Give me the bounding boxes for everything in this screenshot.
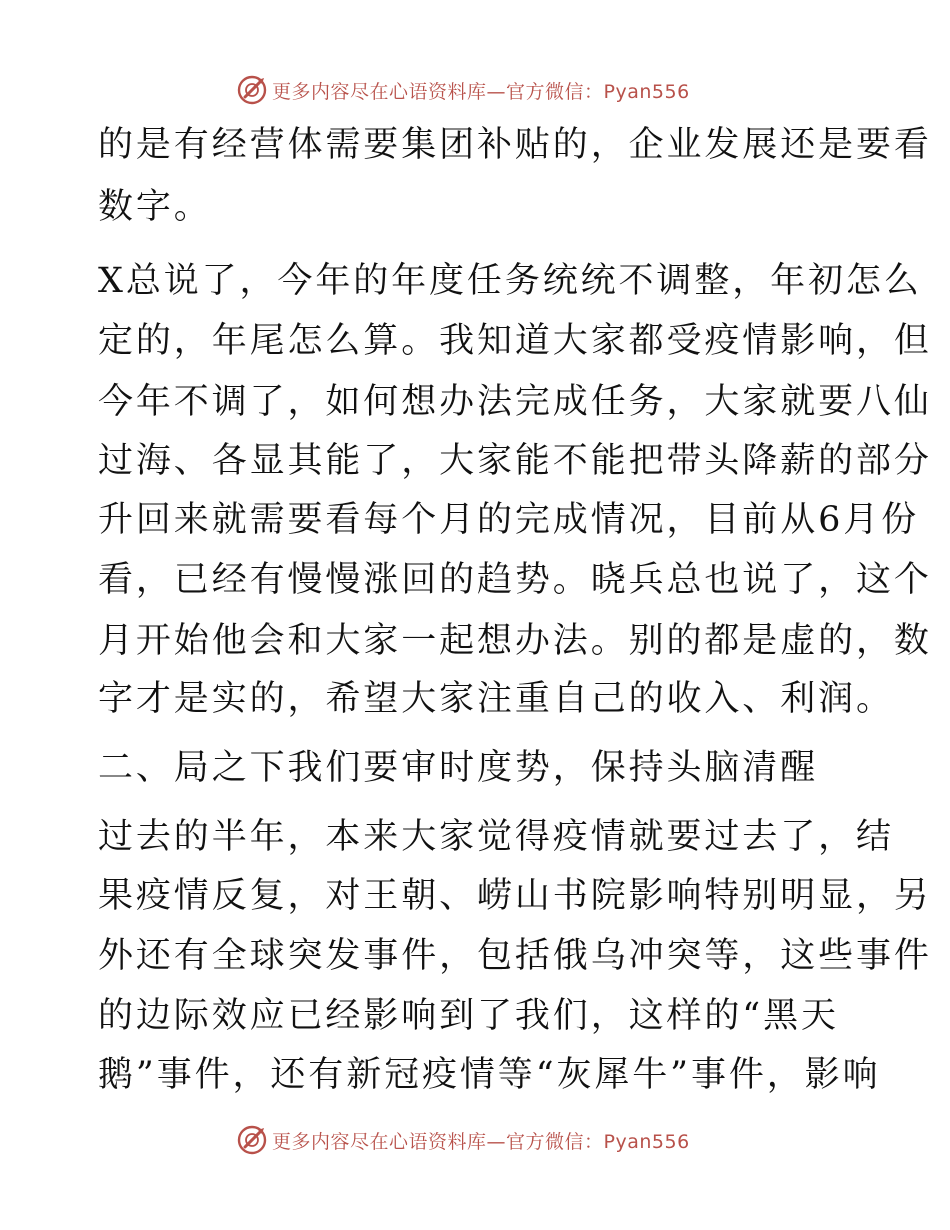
watermark-text: 更多内容尽在心语资料库—官方微信：Pyan556 <box>272 80 690 103</box>
body-line: 的是有经营体需要集团补贴的，企业发展还是要看 <box>98 125 932 165</box>
body-line: 的边际效应已经影响到了我们，这样的“黑天 <box>98 996 839 1036</box>
section-heading: 二、局之下我们要审时度势，保持头脑清醒 <box>98 748 819 788</box>
body-line: 数字。 <box>98 187 212 227</box>
body-line: 字才是实的，希望大家注重自己的收入、利润。 <box>98 679 894 719</box>
watermark-logo-icon <box>236 74 268 106</box>
body-line: 过海、各显其能了，大家能不能把带头降薪的部分 <box>98 441 932 481</box>
body-line: 定的，年尾怎么算。我知道大家都受疫情影响，但 <box>98 321 932 361</box>
body-line: 鹅”事件，还有新冠疫情等“灰犀牛”事件，影响 <box>98 1055 881 1095</box>
body-line: 过去的半年，本来大家觉得疫情就要过去了，结 <box>98 817 894 857</box>
body-line: 今年不调了，如何想办法完成任务，大家就要八仙 <box>98 382 932 422</box>
header-watermark <box>236 72 690 108</box>
body-line: X总说了，今年的年度任务统统不调整，年初怎么 <box>98 261 922 301</box>
watermark-logo-icon <box>236 1124 268 1156</box>
watermark-text: 更多内容尽在心语资料库—官方微信：Pyan556 <box>272 1130 690 1153</box>
body-line: 外还有全球突发事件，包括俄乌冲突等，这些事件 <box>98 936 932 976</box>
body-line: 升回来就需要看每个月的完成情况，目前从6月份 <box>98 500 920 540</box>
body-line: 看，已经有慢慢涨回的趋势。晓兵总也说了，这个 <box>98 560 932 600</box>
footer-watermark <box>236 1122 690 1158</box>
body-line: 月开始他会和大家一起想办法。别的都是虚的，数 <box>98 621 932 661</box>
body-line: 果疫情反复，对王朝、崂山书院影响特别明显，另 <box>98 876 932 916</box>
